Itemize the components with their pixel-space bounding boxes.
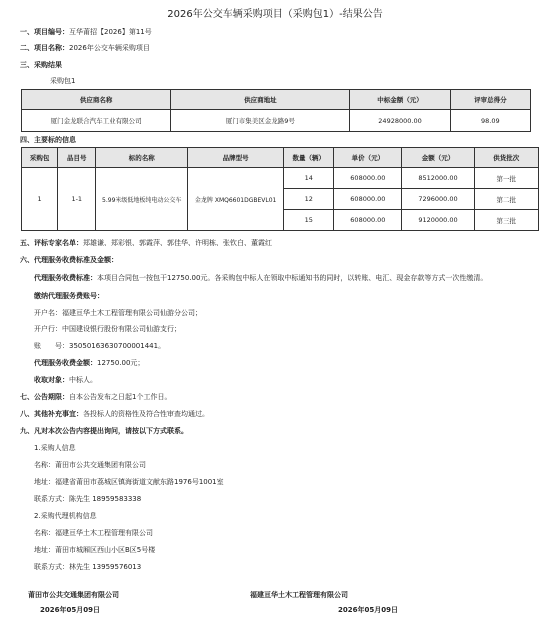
fee-account-label: 缴纳代理服务费账号： — [34, 292, 104, 300]
item-amount: 9120000.00 — [402, 210, 474, 231]
fee-amount: 代理服务收费金额：12750.00元； — [34, 359, 145, 367]
items-header-amount: 金额（元） — [402, 148, 474, 168]
section-agency-fee: 六、代理服务收费标准及金额： — [20, 256, 118, 264]
signature-agency-org: 福建亘华土木工程管理有限公司 — [250, 591, 348, 599]
item-number: 1-1 — [58, 168, 96, 231]
result-score: 98.09 — [450, 110, 530, 132]
item-amount: 8512000.00 — [402, 168, 474, 189]
fee-payer: 收取对象：中标人。 — [34, 376, 97, 384]
agency-heading: 2.采购代理机构信息 — [34, 512, 97, 520]
items-header-qty: 数量（辆） — [284, 148, 334, 168]
purchaser-heading: 1.采购人信息 — [34, 444, 76, 452]
purchaser-name: 名称：莆田市公共交通集团有限公司 — [34, 461, 146, 469]
fee-standard: 代理服务收费标准：本项目合同包一按包干12750.00元。各采购包中标人在领取中标通知书的同时，以转账、电汇、现金存款等方式一次性缴清。 — [34, 274, 488, 282]
items-header-price: 单价（元） — [334, 148, 402, 168]
signature-purchaser-date: 2026年05月09日 — [40, 606, 100, 614]
agency-address: 地址：莆田市城厢区西山小区B区5号楼 — [34, 546, 156, 554]
other-matters: 八、其他补充事宜：各投标人的资格性及符合性审查均通过。 — [20, 410, 209, 418]
section-main-items: 四、主要标的信息 — [20, 136, 76, 144]
purchaser-address: 地址：福建省莆田市荔城区镇海街道文献东路1976号1001室 — [34, 478, 224, 486]
result-header-supplier: 供应商名称 — [22, 90, 171, 110]
item-model: 金龙牌 XMQ6601DGBEVL01 — [188, 168, 284, 231]
account-number: 账 号：35050163630700001441。 — [34, 342, 166, 350]
page-title: 2026年公交车辆采购项目（采购包1）-结果公告 — [167, 9, 383, 20]
item-amount: 7296000.00 — [402, 189, 474, 210]
item-pkg: 1 — [22, 168, 58, 231]
agency-contact: 联系方式：林先生 13959576013 — [34, 563, 142, 571]
item-price: 608000.00 — [334, 210, 402, 231]
account-name: 开户名：福建亘华土木工程管理有限公司仙游分公司； — [34, 309, 202, 317]
item-batch: 第一批 — [474, 168, 538, 189]
items-header-pkg: 采购包 — [22, 148, 58, 168]
item-qty: 14 — [284, 168, 334, 189]
section-contact: 九、凡对本次公告内容提出询问，请按以下方式联系。 — [20, 427, 188, 435]
items-table — [21, 147, 539, 231]
item-price: 608000.00 — [334, 168, 402, 189]
signature-agency-date: 2026年05月09日 — [338, 606, 398, 614]
items-header-name: 标的名称 — [96, 148, 188, 168]
agency-name: 名称：福建亘华土木工程管理有限公司 — [34, 529, 153, 537]
notice-period: 七、公告期限：自本公告发布之日起1个工作日。 — [20, 393, 172, 401]
item-batch: 第二批 — [474, 189, 538, 210]
item-batch: 第三批 — [474, 210, 538, 231]
item-price: 608000.00 — [334, 189, 402, 210]
item-qty: 12 — [284, 189, 334, 210]
item-qty: 15 — [284, 210, 334, 231]
result-header-score: 评审总得分 — [450, 90, 530, 110]
result-amount: 24928000.00 — [350, 110, 450, 132]
result-address: 厦门市集美区金龙路9号 — [171, 110, 350, 132]
signature-purchaser-org: 莆田市公共交通集团有限公司 — [28, 591, 119, 599]
page-edge-mask — [538, 560, 550, 617]
item-name: 5.99米级低地板纯电动公交车 — [96, 168, 188, 231]
items-header-itemno: 品目号 — [58, 148, 96, 168]
package-label: 采购包1 — [50, 77, 76, 85]
account-bank: 开户行：中国建设银行股份有限公司仙游支行； — [34, 325, 181, 333]
result-table — [21, 89, 531, 132]
items-header-model: 品牌型号 — [188, 148, 284, 168]
expert-list: 五、评标专家名单：郑雄谦、郑彩银、郭霞萍、郭佳华、许明栋、张钦白、董霞红 — [20, 239, 272, 247]
result-header-amount: 中标金额（元） — [350, 90, 450, 110]
result-supplier: 厦门金龙联合汽车工业有限公司 — [22, 110, 171, 132]
project-name: 二、项目名称：2026年公交车辆采购项目 — [20, 44, 150, 52]
items-header-batch: 供货批次 — [474, 148, 538, 168]
result-header-address: 供应商地址 — [171, 90, 350, 110]
project-number: 一、项目编号：互华莆招【2026】第11号 — [20, 28, 152, 36]
purchaser-contact: 联系方式：陈先生 18959583338 — [34, 495, 142, 503]
section-procurement-result: 三、采购结果 — [20, 61, 62, 69]
